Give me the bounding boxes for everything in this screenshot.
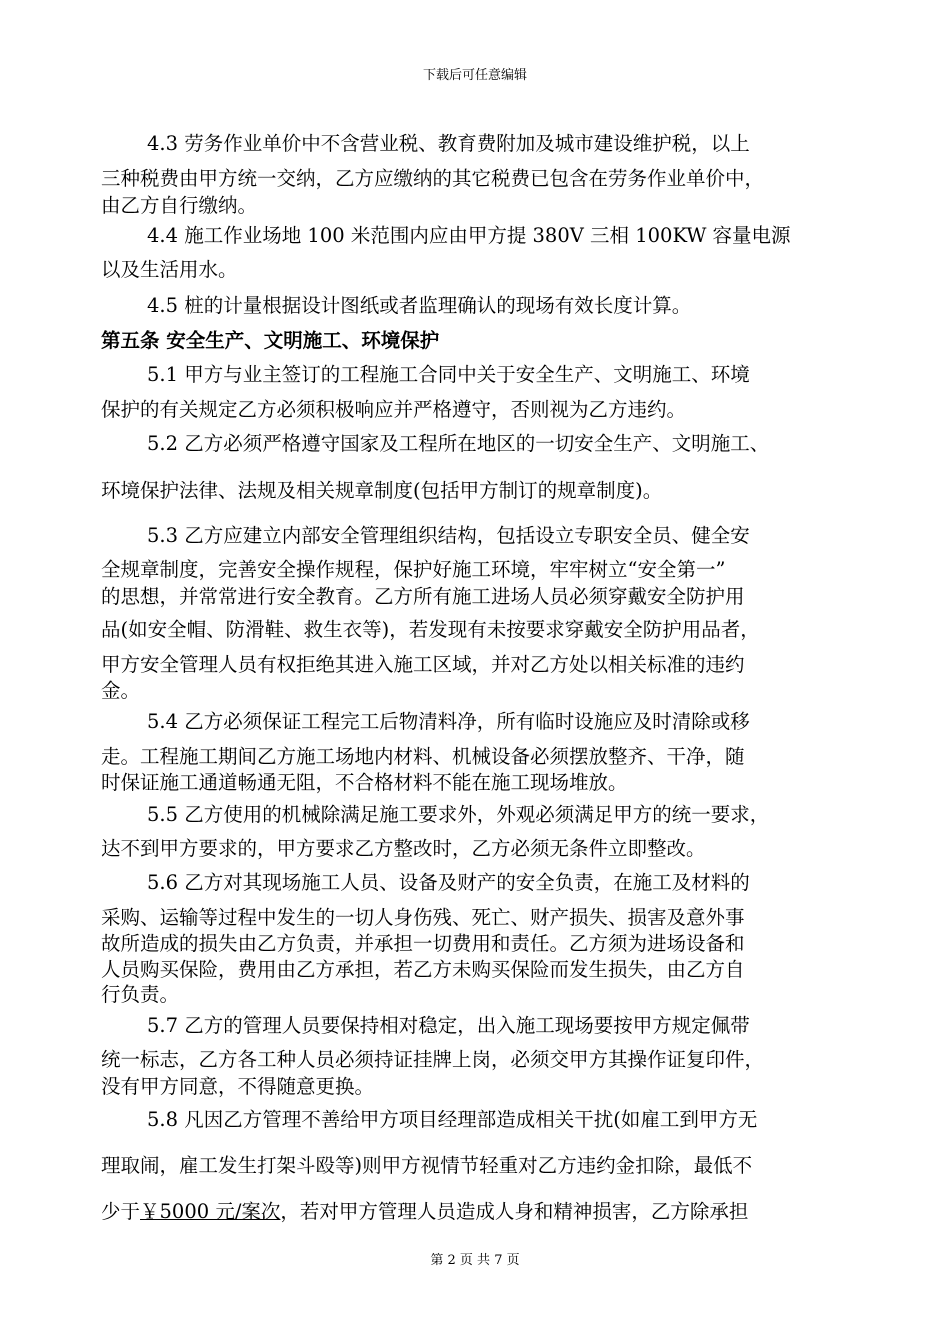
text-line: 行负责。 <box>101 983 180 1006</box>
text-line: 4.4 施工作业场地 100 米范围内应由甲方提 380V 三相 100KW 容量电源 <box>147 224 791 247</box>
article-5-title: 第五条 安全生产、文明施工、环境保护 <box>101 329 440 352</box>
text-line: 的思想，并常常进行安全教育。乙方所有施工进场人员必须穿戴安全防护用 <box>101 585 745 608</box>
text-line: 金。 <box>101 679 141 702</box>
text-line: 5.2 乙方必须严格遵守国家及工程所在地区的一切安全生产、文明施工、 <box>147 432 770 455</box>
text-line: 5.6 乙方对其现场施工人员、设备及财产的安全负责，在施工及材料的 <box>147 871 750 894</box>
text-line: 统一标志，乙方各工种人员必须持证挂牌上岗，必须交甲方其操作证复印件， <box>101 1048 765 1071</box>
text-line: 理取闹，雇工发生打架斗殴等)则甲方视情节轻重对乙方违约金扣除，最低不 <box>101 1154 753 1177</box>
text-line: 5.4 乙方必须保证工程完工后物清料净，所有临时设施应及时清除或移 <box>147 710 750 733</box>
text-line: 故所造成的损失由乙方负责，并承担一切费用和责任。乙方须为进场设备和 <box>101 932 745 955</box>
text-line: 人员购买保险，费用由乙方承担，若乙方未购买保险而发生损失，由乙方自 <box>101 958 745 981</box>
text-line: 环境保护法律、法规及相关规章制度(包括甲方制订的规章制度)。 <box>101 479 663 502</box>
text-line: 时保证施工通道畅通无阻，不合格材料不能在施工现场堆放。 <box>101 771 628 794</box>
text-line: 以及生活用水。 <box>101 258 238 281</box>
text-line: 全规章制度，完善安全操作规程，保护好施工环境，牢牢树立“安全第一” <box>101 558 726 581</box>
text-line: 4.3 劳务作业单价中不含营业税、教育费附加及城市建设维护税，以上 <box>147 132 750 155</box>
text-line: 5.5 乙方使用的机械除满足施工要求外，外观必须满足甲方的统一要求， <box>147 803 770 826</box>
text-line: 5.1 甲方与业主签订的工程施工合同中关于安全生产、文明施工、环境 <box>147 363 750 386</box>
page-header: 下载后可任意编辑 <box>422 68 527 83</box>
text-line: 品(如安全帽、防滑鞋、救生衣等)，若发现有未按要求穿戴安全防护用品者， <box>101 618 760 641</box>
text-line <box>101 1196 748 1224</box>
text-line: 5.3 乙方应建立内部安全管理组织结构，包括设立专职安全员、健全安 <box>147 524 750 547</box>
text-line: 5.7 乙方的管理人员要保持相对稳定，出入施工现场要按甲方规定佩带 <box>147 1014 750 1037</box>
text-line: 保护的有关规定乙方必须积极响应并严格遵守，否则视为乙方违约。 <box>101 398 687 421</box>
text-line: 走。工程施工期间乙方施工场地内材料、机械设备必须摆放整齐、干净，随 <box>101 745 745 768</box>
text-line: 4.5 桩的计量根据设计图纸或者监理确认的现场有效长度计算。 <box>147 294 692 317</box>
text-line: 三种税费由甲方统一交纳，乙方应缴纳的其它税费已包含在劳务作业单价中， <box>101 167 765 190</box>
text-line: 甲方安全管理人员有权拒绝其进入施工区域，并对乙方处以相关标准的违约 <box>101 653 745 676</box>
penalty-amount: ￥5000 元/案次 <box>140 1200 281 1223</box>
text-line: 由乙方自行缴纳。 <box>101 194 258 217</box>
text-segment: ，若对甲方管理人员造成人身和精神损害，乙方除承担 <box>280 1200 749 1223</box>
text-line: 达不到甲方要求的，甲方要求乙方整改时，乙方必须无条件立即整改。 <box>101 837 706 860</box>
page-footer: 第 2 页 共 7 页 <box>430 1253 520 1268</box>
text-line: 5.8 凡因乙方管理不善给甲方项目经理部造成相关干扰(如雇工到甲方无 <box>147 1108 758 1131</box>
text-line: 没有甲方同意，不得随意更换。 <box>101 1075 375 1098</box>
text-segment: 少于 <box>101 1200 141 1223</box>
text-line: 采购、运输等过程中发生的一切人身伤残、死亡、财产损失、损害及意外事 <box>101 906 745 929</box>
